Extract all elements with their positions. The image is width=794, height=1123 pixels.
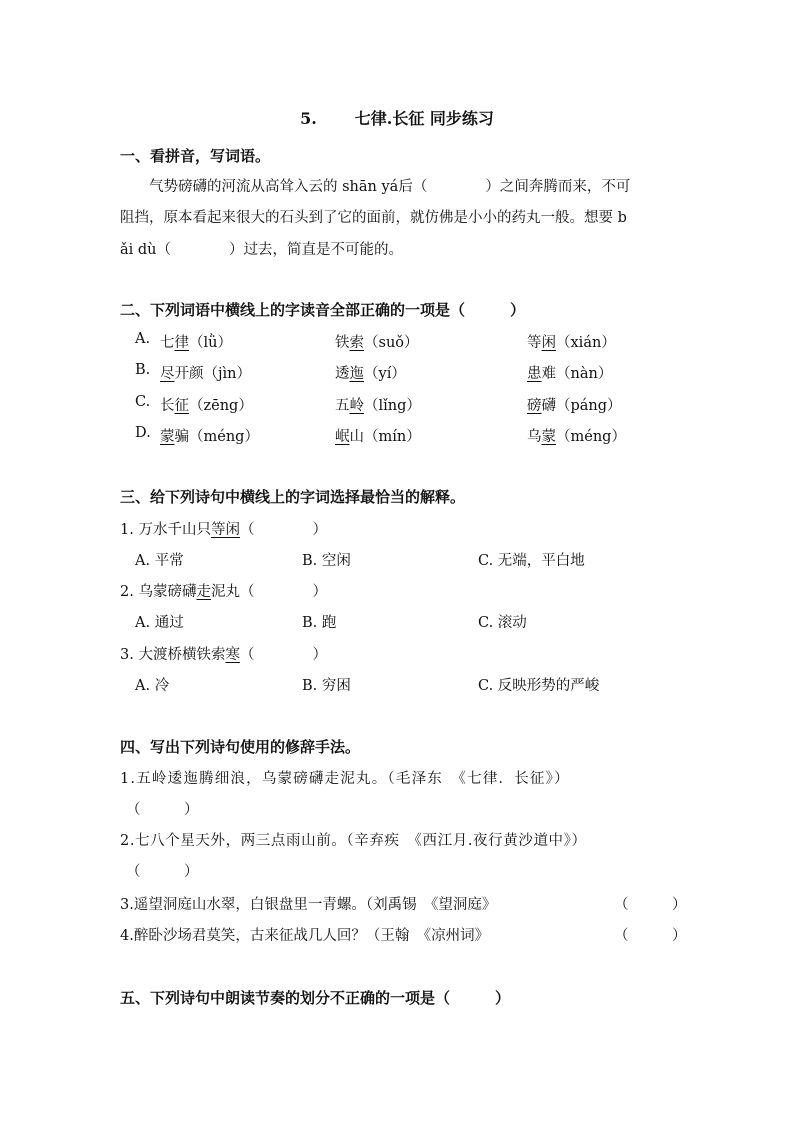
s3-question-1: 1. 万水千山只等闲（ ） (120, 522, 327, 538)
s3-q2-option-a: A. 通过 (135, 615, 184, 631)
s4-answer-blank-1: （ ） (126, 802, 199, 818)
section-3-heading: 三、给下列诗句中横线上的字词选择最恰当的解释。 (120, 488, 466, 506)
s1-line-1: 气势磅礴的河流从高耸入云的 shān yá后（ ）之间奔腾而来，不可 (149, 179, 631, 195)
s4-question-1: 1.五岭逶迤腾细浪，乌蒙磅礴走泥丸。（毛泽东 《七律．长征》） (120, 771, 570, 787)
section-4-heading: 四、写出下列诗句使用的修辞手法。 (120, 738, 361, 756)
s2-option-d-word-3: 乌蒙（méng） (527, 429, 626, 445)
s2-option-label: D. (135, 425, 151, 441)
s4-answer-blank-2: （ ） (126, 864, 199, 880)
s1-line-3: ǎi dù（ ）过去，简直是不可能的。 (120, 242, 404, 258)
s3-question-3: 3. 大渡桥横铁索寒（ ） (120, 647, 327, 663)
section-2-heading: 二、下列词语中横线上的字读音全部正确的一项是（ ） (120, 301, 526, 319)
s3-q1-option-b: B. 空闲 (302, 553, 351, 569)
s4-question-4: 4.醉卧沙场君莫笑，古来征战几人回？（王翰 《凉州词》 (120, 928, 490, 944)
s3-q3-option-b: B. 穷困 (302, 678, 351, 694)
s4-answer-blank-4: （ ） (614, 928, 687, 944)
s2-option-label: C. (135, 394, 151, 410)
s3-question-2: 2. 乌蒙磅礴走泥丸（ ） (120, 584, 327, 600)
s2-option-a-word-2: 铁索（suǒ） (335, 335, 419, 351)
s2-option-c-word-3: 磅礴（páng） (527, 398, 622, 414)
title-text: 七律.长征 同步练习 (354, 109, 494, 128)
s3-q1-option-a: A. 平常 (135, 553, 184, 569)
s2-option-b-word-2: 透迤（yí） (335, 366, 406, 382)
s1-line-2: 阻挡，原本看起来很大的石头到了它的面前，就仿佛是小小的药丸一般。想要 b (120, 210, 627, 226)
title-number: 5. (300, 109, 317, 128)
s2-option-a-word-1: 七律（lǜ） (160, 335, 232, 351)
s2-option-d-word-1: 蒙骗（méng） (160, 429, 259, 445)
s2-option-d-word-2: 岷山（mín） (335, 429, 421, 445)
s2-option-c-word-2: 五岭（lǐng） (335, 398, 421, 414)
s4-question-3: 3.遥望洞庭山水翠，白银盘里一青螺。（刘禹锡 《望洞庭》 (120, 897, 497, 913)
s3-q2-option-b: B. 跑 (302, 615, 337, 631)
s2-option-c-word-1: 长征（zēng） (160, 398, 253, 414)
s3-q3-option-a: A. 冷 (135, 678, 170, 694)
s4-answer-blank-3: （ ） (614, 897, 687, 913)
s2-option-label: B. (135, 362, 151, 378)
s2-option-label: A. (135, 331, 151, 347)
s4-question-2: 2.七八个星天外，两三点雨山前。（辛弃疾 《西江月.夜行黄沙道中》） (120, 833, 587, 849)
section-1-heading: 一、看拼音，写词语。 (120, 147, 271, 165)
s2-option-b-word-1: 尽开颜（jìn） (160, 366, 251, 382)
s2-option-a-word-3: 等闲（xián） (527, 335, 616, 351)
s2-option-b-word-3: 患难（nàn） (527, 366, 613, 382)
page-title (0, 106, 794, 129)
s3-q2-option-c: C. 滚动 (478, 615, 527, 631)
s3-q1-option-c: C. 无端，平白地 (478, 553, 585, 569)
s3-q3-option-c: C. 反映形势的严峻 (478, 678, 600, 694)
section-5-heading: 五、下列诗句中朗读节奏的划分不正确的一项是（ ） (120, 989, 511, 1007)
